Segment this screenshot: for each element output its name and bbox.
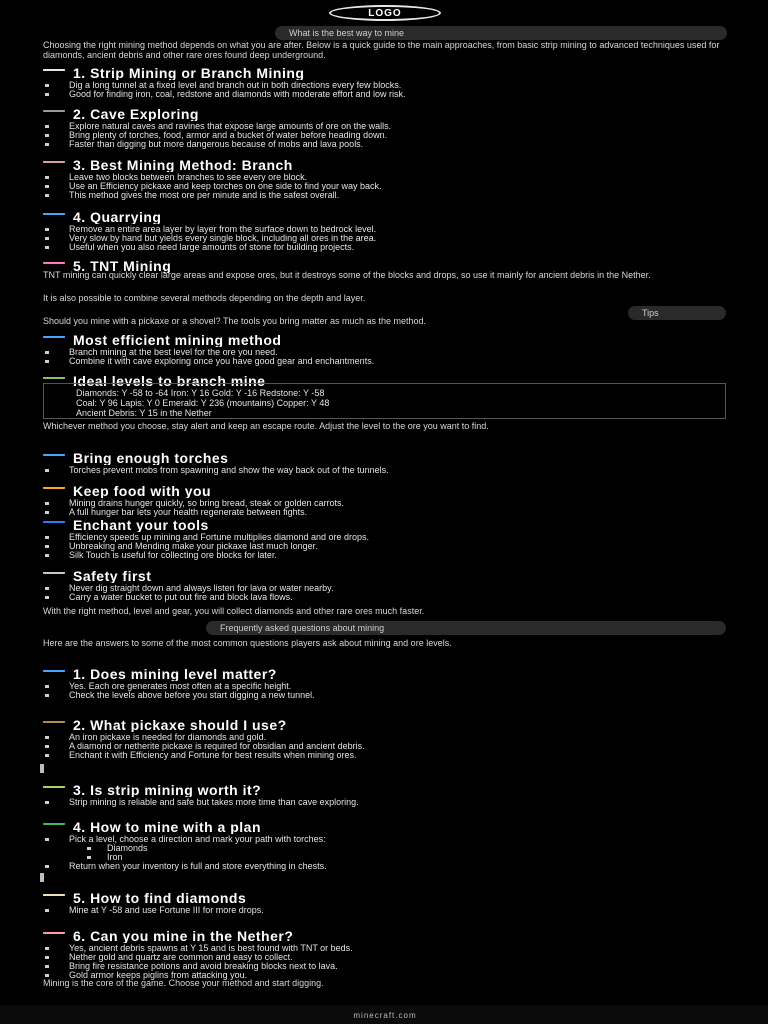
section-bullet-icon [43, 521, 65, 529]
section-title: Safety first [73, 569, 152, 583]
item-list [43, 533, 726, 560]
method-section [43, 210, 726, 252]
section-bullet-icon [43, 110, 65, 118]
list-item: Mining drains hunger quickly, so bring bread, steak or golden carrots. [43, 499, 726, 508]
list-item: Pick a level, choose a direction and mark your path with torches: [43, 835, 726, 844]
list-item: Bring plenty of torches, food, armor and a bucket of water before heading down. [43, 131, 726, 140]
section-bullet-icon [43, 487, 65, 495]
paragraph-tnt: TNT mining can quickly clear large areas and expose ores, but it destroys some of the blocks and drops, so use it mainly for ancient debris in the Nether. [43, 270, 651, 280]
method-section [43, 107, 726, 149]
ore-levels-box [43, 383, 726, 419]
list-item: A full hunger bar lets your health regenerate between fights. [43, 508, 726, 517]
list-item: Strip mining is reliable and safe but takes more time than cave exploring. [43, 798, 726, 807]
list-item: This method gives the most ore per minute and is the safest overall. [43, 191, 726, 200]
paragraph-faq-intro: Here are the answers to some of the most common questions players ask about mining and ore levels. [43, 638, 452, 648]
item-list [43, 173, 726, 200]
list-item: Yes. Each ore generates most often at a specific height. [43, 682, 726, 691]
footer-text[interactable]: minecraft.com [353, 1011, 417, 1020]
ore-line: Diamonds: Y -58 to -64 Iron: Y 16 Gold: Y -16 Redstone: Y -58 [76, 388, 325, 398]
section-title: 6. Can you mine in the Nether? [73, 929, 294, 943]
section-heading[interactable] [43, 210, 726, 224]
item-list [43, 798, 726, 807]
faq-section [43, 820, 726, 871]
item-list [43, 466, 726, 475]
section-title: 5. TNT Mining [73, 259, 172, 273]
list-item: An iron pickaxe is needed for diamonds and gold. [43, 733, 726, 742]
section-heading[interactable] [43, 107, 726, 121]
advice-section [43, 451, 726, 475]
section-bullet-icon [43, 69, 65, 77]
section-heading[interactable] [43, 891, 726, 905]
list-item: A diamond or netherite pickaxe is required for obsidian and ancient debris. [43, 742, 726, 751]
list-item: Branch mining at the best level for the ore you need. [43, 348, 726, 357]
paragraph-tools: Should you mine with a pickaxe or a shovel? The tools you bring matter as much as the method. [43, 316, 427, 326]
item-list [43, 733, 726, 760]
section-heading[interactable] [43, 929, 726, 943]
list-item: Mine at Y -58 and use Fortune III for more drops. [43, 906, 726, 915]
section-title: Ideal levels to branch mine [73, 374, 266, 388]
section-heading[interactable] [43, 718, 726, 732]
top-logo[interactable] [329, 5, 441, 21]
section-title: 5. How to find diamonds [73, 891, 247, 905]
item-list [43, 122, 726, 149]
method-section [43, 158, 726, 200]
paragraph-combine: It is also possible to combine several methods depending on the depth and layer. [43, 293, 366, 303]
list-item: Enchant it with Efficiency and Fortune for best results when mining ores. [43, 751, 726, 760]
list-item: Gold armor keeps piglins from attacking you. [43, 971, 726, 980]
section-heading[interactable] [43, 667, 726, 681]
list-item: Combine it with cave exploring once you have good gear and enchantments. [43, 357, 726, 366]
list-item: Check the levels above before you start digging a new tunnel. [43, 691, 726, 700]
paragraph-alert: Whichever method you choose, stay alert and keep an escape route. Adjust the level to the ore you want to find. [43, 421, 489, 431]
item-list [43, 225, 726, 252]
section-bullet-icon [43, 786, 65, 794]
section-title: 3. Is strip mining worth it? [73, 783, 262, 797]
banner-top: What is the best way to mine [275, 26, 727, 40]
list-item: Leave two blocks between branches to see every ore block. [43, 173, 726, 182]
item-list [43, 835, 726, 871]
list-item: Dig a long tunnel at a fixed level and branch out in both directions every few blocks. [43, 81, 726, 90]
banner-faq: Frequently asked questions about mining [206, 621, 726, 635]
section-title: 4. Quarrying [73, 210, 162, 224]
section-heading[interactable] [43, 783, 726, 797]
section-bullet-icon [43, 454, 65, 462]
section-bullet-icon [43, 721, 65, 729]
section-heading[interactable] [43, 66, 726, 80]
item-list [43, 584, 726, 602]
section-bullet-icon [43, 572, 65, 580]
section-bullet-icon [43, 823, 65, 831]
list-item: Explore natural caves and ravines that expose large amounts of ore on the walls. [43, 122, 726, 131]
section-heading[interactable] [43, 820, 726, 834]
list-item: Use an Efficiency pickaxe and keep torches on one side to find your way back. [43, 182, 726, 191]
section-title: 1. Strip Mining or Branch Mining [73, 66, 305, 80]
banner-mid: Tips [628, 306, 726, 320]
list-item: Return when your inventory is full and store everything in chests. [43, 862, 726, 871]
section-heading[interactable] [43, 158, 726, 172]
list-item: Yes, ancient debris spawns at Y 15 and is best found with TNT or beds. [43, 944, 726, 953]
section-title: Bring enough torches [73, 451, 229, 465]
faq-section [43, 783, 726, 807]
method-section [43, 66, 726, 99]
section-heading[interactable] [43, 333, 726, 347]
ore-line: Ancient Debris: Y 15 in the Nether [76, 408, 212, 418]
list-item: Very slow by hand but yields every single block, including all ores in the area. [43, 234, 726, 243]
list-item: Nether gold and quartz are common and easy to collect. [43, 953, 726, 962]
list-item: Bring fire resistance potions and avoid breaking blocks next to lava. [43, 962, 726, 971]
faq-section [43, 891, 726, 915]
advice-section [43, 484, 726, 517]
paragraph-closing: Mining is the core of the game. Choose your method and start digging. [43, 978, 324, 988]
faq-section [43, 667, 726, 700]
section-bullet-icon [43, 894, 65, 902]
list-item: Carry a water bucket to put out fire and block lava flows. [43, 593, 726, 602]
section-bullet-icon [43, 932, 65, 940]
section-heading[interactable] [43, 484, 726, 498]
sub-list-item: Diamonds [43, 844, 726, 853]
item-list [43, 348, 726, 366]
section-bullet-icon [43, 336, 65, 344]
list-item: Efficiency speeds up mining and Fortune multiplies diamond and ore drops. [43, 533, 726, 542]
section-bullet-icon [43, 262, 65, 270]
list-item: Good for finding iron, coal, redstone and diamonds with moderate effort and low risk. [43, 90, 726, 99]
section-title: 1. Does mining level matter? [73, 667, 277, 681]
logo-text: LOGO [368, 7, 402, 19]
ore-line: Coal: Y 96 Lapis: Y 0 Emerald: Y 236 (mountains) Copper: Y 48 [76, 398, 330, 408]
item-list [43, 81, 726, 99]
section-title: 4. How to mine with a plan [73, 820, 262, 834]
section-title: Enchant your tools [73, 518, 209, 532]
list-item: Never dig straight down and always listen for lava or water nearby. [43, 584, 726, 593]
section-bullet-icon [43, 161, 65, 169]
list-item: Silk Touch is useful for collecting ore blocks for later. [43, 551, 726, 560]
sidebar-mark [40, 873, 44, 882]
list-item: Remove an entire area layer by layer from the surface down to bedrock level. [43, 225, 726, 234]
tip-section [43, 333, 726, 366]
item-list [43, 499, 726, 517]
section-bullet-icon [43, 670, 65, 678]
advice-section [43, 518, 726, 560]
section-heading[interactable] [43, 518, 726, 532]
item-list [43, 682, 726, 700]
list-item: Useful when you also need large amounts of stone for building projects. [43, 243, 726, 252]
item-list [43, 944, 726, 980]
paragraph-right-method: With the right method, level and gear, you will collect diamonds and other rare ores much faster. [43, 606, 425, 616]
intro-paragraph: Choosing the right mining method depends on what you are after. Below is a quick guide to the main approaches, from basic strip mining to advanced techniques used for diamonds, ancient debris and other rare ores found deep underground. [43, 40, 720, 60]
section-title: Keep food with you [73, 484, 212, 498]
item-list [43, 906, 726, 915]
sub-list [43, 844, 726, 862]
section-title: 2. Cave Exploring [73, 107, 199, 121]
sidebar-mark [40, 764, 44, 773]
section-title: 2. What pickaxe should I use? [73, 718, 287, 732]
section-bullet-icon [43, 213, 65, 221]
section-heading[interactable] [43, 569, 726, 583]
faq-section [43, 929, 726, 980]
section-heading[interactable] [43, 451, 726, 465]
list-item: Unbreaking and Mending make your pickaxe last much longer. [43, 542, 726, 551]
advice-section [43, 569, 726, 602]
section-title: 3. Best Mining Method: Branch [73, 158, 293, 172]
faq-section [43, 718, 726, 760]
sub-list-item: Iron [43, 853, 726, 862]
list-item: Faster than digging but more dangerous because of mobs and lava pools. [43, 140, 726, 149]
list-item: Torches prevent mobs from spawning and show the way back out of the tunnels. [43, 466, 726, 475]
section-title: Most efficient mining method [73, 333, 282, 347]
